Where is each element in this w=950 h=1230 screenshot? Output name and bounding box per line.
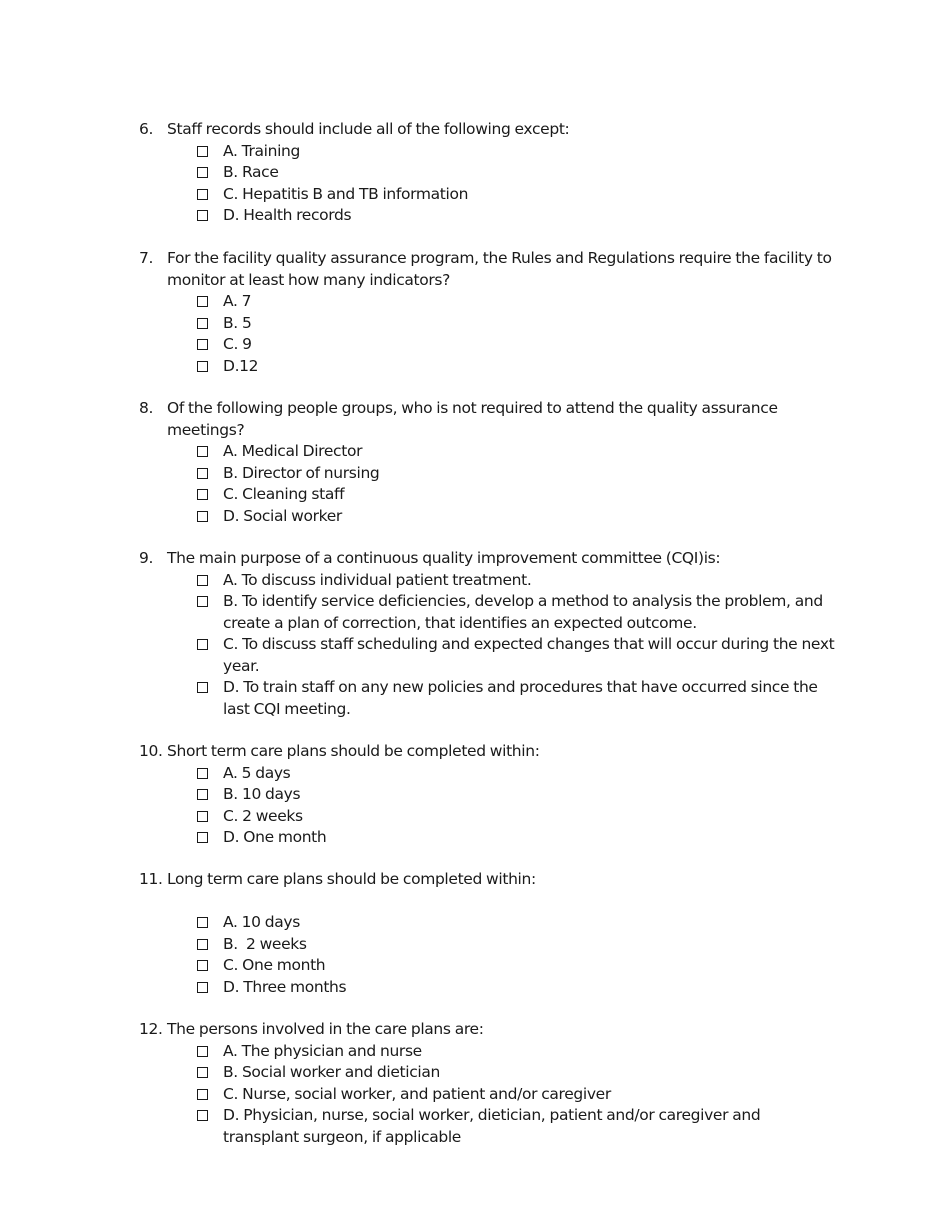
answer-option-c [139,955,839,977]
question-text: The main purpose of a continuous quality improvement committee (CQI)is: [167,549,721,567]
option-label: A. 7 [223,292,252,310]
option-label: C. 2 weeks [223,806,303,825]
answer-options [139,1041,839,1149]
answer-option-a [139,763,839,785]
checkbox-icon[interactable] [197,296,208,307]
answer-option-a [139,1041,839,1063]
answer-option-c [139,184,839,206]
checkbox-icon[interactable] [197,361,208,372]
option-label: D. To train staff on any new policies and procedures that have occurred since the last CQI meeting. [223,678,818,718]
checkbox-icon[interactable] [197,167,208,178]
question-8 [139,398,839,527]
checkbox-icon[interactable] [197,960,208,971]
option-label: D. Physician, nurse, social worker, dietician, patient and/or caregiver and transplant surgeon, if applicable [223,1106,761,1146]
answer-options [139,441,839,527]
checkbox-icon[interactable] [197,682,208,693]
option-label: B. 5 [223,313,252,332]
checkbox-icon[interactable] [197,146,208,157]
checkbox-icon[interactable] [197,639,208,650]
option-label: B. Social worker and dietician [223,1063,440,1081]
question-number: 6. [139,120,154,138]
question-text: Long term care plans should be completed within: [167,870,536,888]
question-text: The persons involved in the care plans are: [167,1020,484,1038]
option-label: A. To discuss individual patient treatment. [223,570,532,589]
option-label: D. One month [223,828,327,846]
option-label: A. 5 days [223,763,291,782]
answer-options [139,291,839,377]
option-label: D. Three months [223,977,347,996]
option-label: A. Medical Director [223,442,363,460]
checkbox-icon[interactable] [197,318,208,329]
option-label: C. To discuss staff scheduling and expected changes that will occur during the next year. [223,635,835,675]
answer-option-a [139,441,839,463]
option-label: C. 9 [223,335,252,353]
question-number: 9. [139,549,154,567]
question-header [139,869,839,891]
answer-option-c [139,334,839,356]
answer-option-d [139,1105,839,1148]
checkbox-icon[interactable] [197,489,208,500]
question-text: Of the following people groups, who is not required to attend the quality assurance meetings? [167,399,778,439]
question-9 [139,548,839,720]
checkbox-icon[interactable] [197,596,208,607]
checkbox-icon[interactable] [197,1046,208,1057]
question-header [139,741,839,763]
answer-options [139,570,839,721]
answer-options [139,141,839,227]
question-text: For the facility quality assurance program, the Rules and Regulations require the facility to monitor at least how many indicators? [167,249,832,289]
answer-option-b [139,313,839,335]
answer-option-a [139,570,839,592]
answer-option-d [139,356,839,378]
answer-option-b [139,784,839,806]
option-label: C. Nurse, social worker, and patient and/or caregiver [223,1084,611,1103]
option-label: B. 2 weeks [223,934,307,953]
question-header [139,119,839,141]
checkbox-icon[interactable] [197,832,208,843]
answer-option-c [139,1084,839,1106]
checkbox-icon[interactable] [197,339,208,350]
option-label: B. Race [223,163,279,181]
checkbox-icon[interactable] [197,982,208,993]
answer-option-a [139,141,839,163]
question-12 [139,1019,839,1148]
option-label: A. The physician and nurse [223,1041,422,1060]
checkbox-icon[interactable] [197,917,208,928]
question-7 [139,248,839,377]
checkbox-icon[interactable] [197,768,208,779]
option-label: D. Health records [223,206,352,224]
question-number: 10. [139,742,163,760]
answer-options [139,912,839,998]
option-label: C. One month [223,956,326,974]
checkbox-icon[interactable] [197,511,208,522]
checkbox-icon[interactable] [197,789,208,800]
question-header [139,548,839,570]
checkbox-icon[interactable] [197,1110,208,1121]
answer-option-b [139,591,839,634]
question-11 [139,869,839,998]
checkbox-icon[interactable] [197,811,208,822]
checkbox-icon[interactable] [197,468,208,479]
option-label: C. Hepatitis B and TB information [223,184,469,203]
answer-option-a [139,912,839,934]
answer-option-b [139,463,839,485]
answer-option-b [139,162,839,184]
answer-option-a [139,291,839,313]
checkbox-icon[interactable] [197,189,208,200]
answer-options [139,763,839,849]
checkbox-icon[interactable] [197,1089,208,1100]
question-number: 12. [139,1020,163,1038]
answer-option-d [139,205,839,227]
answer-option-d [139,827,839,849]
answer-option-d [139,677,839,720]
option-label: B. To identify service deficiencies, develop a method to analysis the problem, and create a plan of correction, that identifies an expected outcome. [223,592,823,632]
question-text: Staff records should include all of the following except: [167,120,570,138]
option-label: B. Director of nursing [223,463,380,482]
answer-option-d [139,977,839,999]
answer-option-c [139,484,839,506]
spacer [139,891,839,913]
question-number: 11. [139,870,163,888]
answer-option-b [139,1062,839,1084]
question-header [139,248,839,291]
question-6 [139,119,839,227]
answer-option-c [139,806,839,828]
question-10 [139,741,839,849]
option-label: C. Cleaning staff [223,485,345,503]
question-text: Short term care plans should be completed within: [167,742,540,760]
checkbox-icon[interactable] [197,1067,208,1078]
checkbox-icon[interactable] [197,575,208,586]
answer-option-d [139,506,839,528]
option-label: D. Social worker [223,506,342,525]
option-label: A. Training [223,141,300,160]
checkbox-icon[interactable] [197,210,208,221]
question-number: 8. [139,399,154,417]
checkbox-icon[interactable] [197,939,208,950]
question-number: 7. [139,249,154,267]
question-header [139,398,839,441]
option-label: B. 10 days [223,785,301,803]
answer-option-b [139,934,839,956]
answer-option-c [139,634,839,677]
question-header [139,1019,839,1041]
option-label: D.12 [223,356,259,375]
option-label: A. 10 days [223,913,300,931]
checkbox-icon[interactable] [197,446,208,457]
